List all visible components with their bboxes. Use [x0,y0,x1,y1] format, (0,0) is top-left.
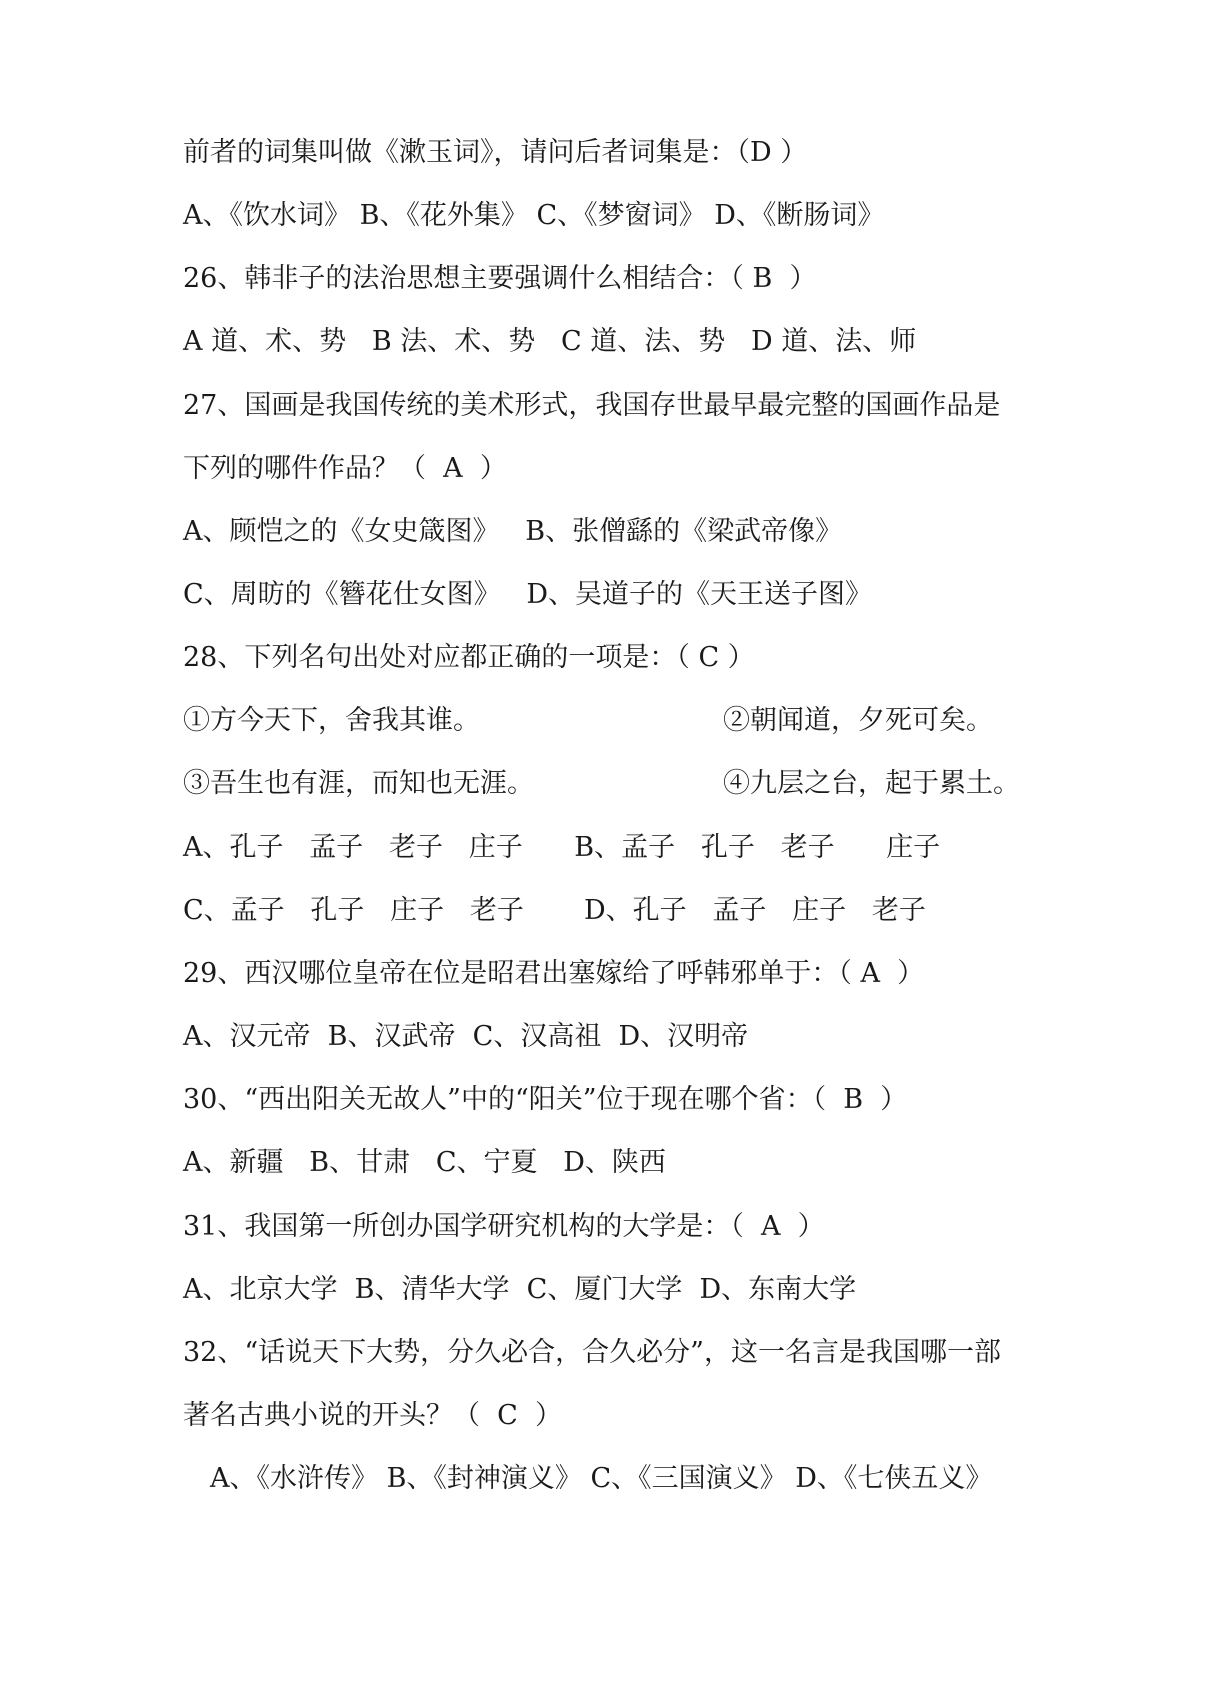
question-31: 31、我国第一所创办国学研究机构的大学是：（ A ） [183,1211,825,1242]
question-27: 27、国画是我国传统的美术形式，我国存世最早最完整的国画作品是 [183,390,1001,421]
question-26: 26、韩非子的法治思想主要强调什么相结合：（ B ） [183,263,817,294]
quote-4: ④九层之台，起于累土。 [723,768,1020,799]
quote-3: ③吾生也有涯，而知也无涯。 [183,768,534,799]
question-29-options: A、汉元帝 B、汉武帝 C、汉高祖 D、汉明帝 [183,1021,749,1052]
question-28: 28、下列名句出处对应都正确的一项是：（ C ） [183,642,755,673]
question-26-options: A 道、术、势 B 法、术、势 C 道、法、势 D 道、法、师 [183,326,917,357]
question-32: 32、“话说天下大势，分久必合，合久必分”，这一名言是我国哪一部 [183,1337,1001,1368]
quote-1: ①方今天下，舍我其谁。 [183,705,480,736]
question-31-options: A、北京大学 B、清华大学 C、厦门大学 D、东南大学 [183,1274,857,1305]
question-32-options: A、《水浒传》 B、《封神演义》 C、《三国演义》 D、《七侠五义》 [210,1463,993,1494]
question-28-options-1: A、孔子 孟子 老子 庄子 B、孟子 孔子 老子 庄子 [183,832,941,863]
question-25-continuation: 前者的词集叫做《漱玉词》，请问后者词集是：（D ） [183,137,808,168]
question-25-options: A、《饮水词》 B、《花外集》 C、《梦窗词》 D、《断肠词》 [183,200,885,231]
question-27-continuation: 下列的哪件作品？（ A ） [183,453,507,484]
quote-2: ②朝闻道，夕死可矣。 [723,705,993,736]
question-29: 29、西汉哪位皇帝在位是昭君出塞嫁给了呼韩邪单于：（ A ） [183,958,925,989]
question-28-options-2: C、孟子 孔子 庄子 老子 D、孔子 孟子 庄子 老子 [183,895,926,926]
question-27-options-1: A、顾恺之的《女史箴图》 B、张僧繇的《梁武帝像》 [183,516,843,547]
question-30: 30、“西出阳关无故人”中的“阳关”位于现在哪个省：（ B ） [183,1084,908,1115]
question-32-continuation: 著名古典小说的开头？（ C ） [183,1400,562,1431]
question-27-options-2: C、周昉的《簪花仕女图》 D、吴道子的《天王送子图》 [183,579,873,610]
question-30-options: A、新疆 B、甘肃 C、宁夏 D、陕西 [183,1147,666,1178]
